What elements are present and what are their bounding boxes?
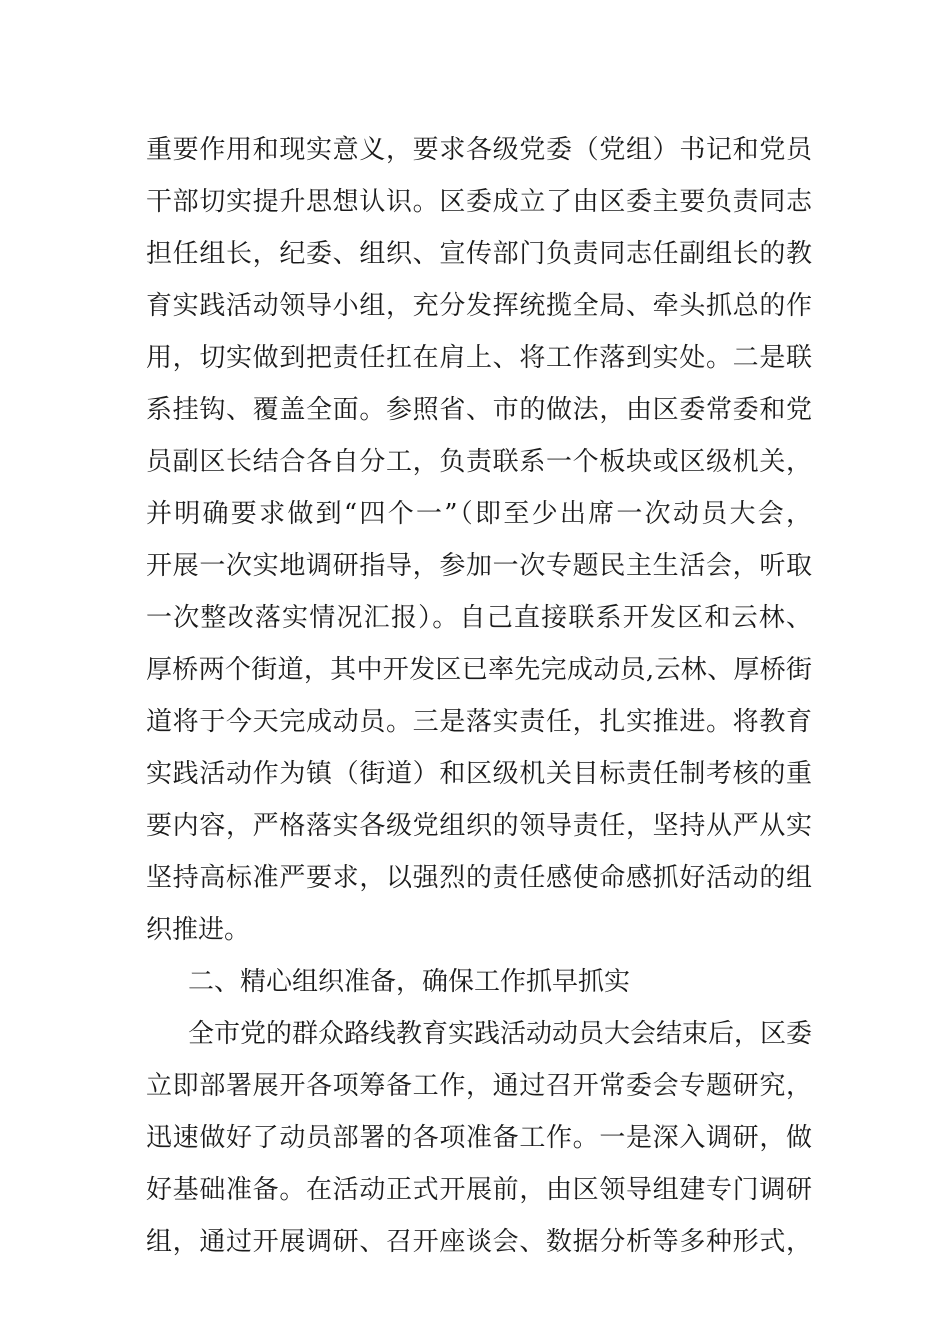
text-line: 用，切实做到把责任扛在肩上、将工作落到实处。二是联	[146, 343, 812, 373]
text-line: 一次整改落实情况汇报）。自己直接联系开发区和云林、	[146, 603, 812, 633]
text-line: 担任组长，纪委、组织、宣传部门负责同志任副组长的教	[146, 239, 812, 269]
text-line: 立即部署展开各项筹备工作，通过召开常委会专题研究，	[146, 1071, 812, 1101]
text-line: 道将于今天完成动员。三是落实责任，扎实推进。将教育	[146, 707, 812, 737]
text-line: 织推进。	[146, 915, 251, 945]
text-line: 迅速做好了动员部署的各项准备工作。一是深入调研，做	[146, 1123, 812, 1153]
text-line: 系挂钩、覆盖全面。参照省、市的做法，由区委常委和党	[146, 395, 812, 425]
text-line: 育实践活动领导小组，充分发挥统揽全局、牵头抓总的作	[146, 291, 812, 321]
text-line: 开展一次实地调研指导，参加一次专题民主生活会，听取	[146, 551, 812, 581]
text-line: 要内容，严格落实各级党组织的领导责任，坚持从严从实	[146, 811, 812, 841]
text-line: 员副区长结合各自分工，负责联系一个板块或区级机关，	[146, 447, 812, 477]
text-line: 干部切实提升思想认识。区委成立了由区委主要负责同志	[146, 187, 812, 217]
text-line: 好基础准备。在活动正式开展前，由区领导组建专门调研	[146, 1175, 812, 1205]
text-line: 实践活动作为镇（街道）和区级机关目标责任制考核的重	[146, 759, 812, 789]
body-text	[146, 124, 812, 1268]
section-heading: 二、精心组织准备，确保工作抓早抓实	[188, 967, 631, 997]
text-line: 厚桥两个街道，其中开发区已率先完成动员,云林、厚桥街	[146, 655, 812, 685]
text-line: 并明确要求做到“四个一”（即至少出席一次动员大会，	[146, 499, 812, 529]
text-line: 重要作用和现实意义，要求各级党委（党组）书记和党员	[146, 135, 812, 165]
text-line: 组，通过开展调研、召开座谈会、数据分析等多种形式，	[146, 1227, 812, 1257]
text-line: 坚持高标准严要求，以强烈的责任感使命感抓好活动的组	[146, 863, 812, 893]
text-line: 全市党的群众路线教育实践活动动员大会结束后，区委	[188, 1019, 813, 1049]
